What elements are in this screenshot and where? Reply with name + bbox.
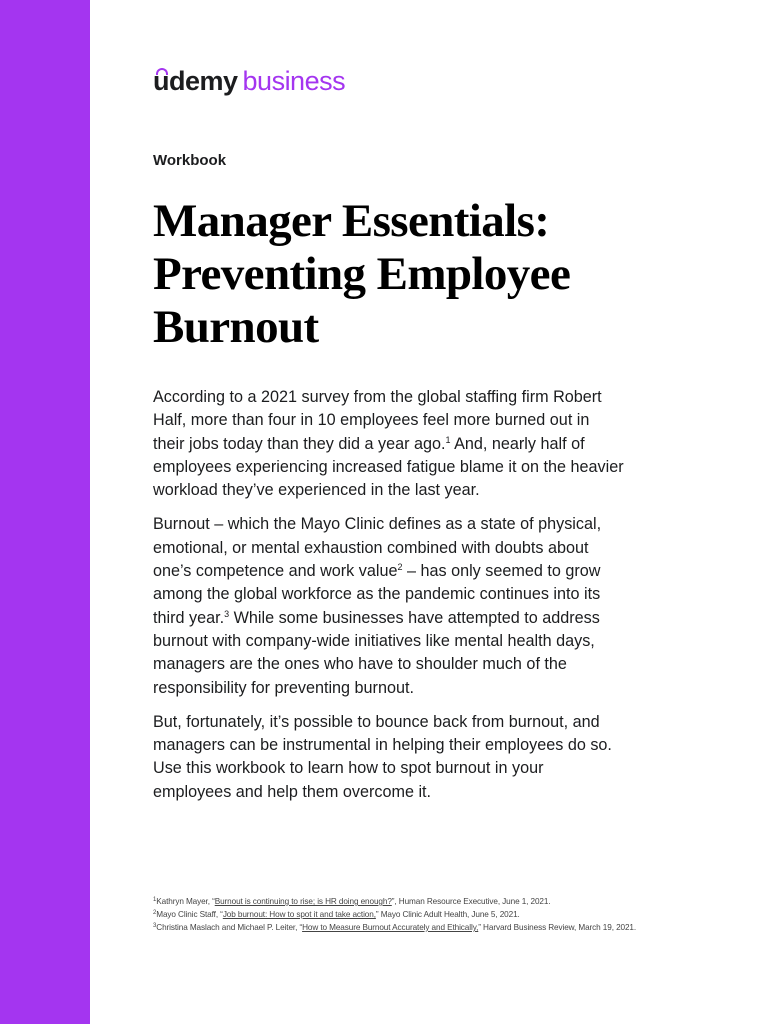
paragraph-1-text-cont: And, nearly half of employees experiencing increased fatigue blame it on the heavier workload they’ve experienced in the last year.: [153, 434, 624, 500]
footnote-source: ” Mayo Clinic Adult Health, June 5, 2021.: [375, 910, 520, 919]
footnote-ref-1: 1: [445, 434, 451, 445]
footnote-link[interactable]: How to Measure Burnout Accurately and Ethically,: [302, 923, 479, 932]
paragraph-1-text: According to a 2021 survey from the global staffing firm Robert Half, more than four in 10 employees feel more burned out in their jobs today than they did a year ago.: [153, 388, 602, 453]
logo-product-text: business: [242, 66, 346, 96]
footnote-2: [153, 908, 673, 921]
footnote-author: Mayo Clinic Staff, “: [156, 910, 223, 919]
footnote-number: 3: [153, 923, 157, 929]
footnote-1: [153, 895, 673, 908]
paragraph-2: [153, 513, 625, 699]
accent-sidebar: [0, 0, 90, 1024]
footnote-number: 2: [153, 910, 157, 916]
udemy-business-logo: [153, 66, 345, 97]
body-text: [153, 386, 625, 815]
footnote-number: 1: [153, 897, 157, 903]
footnote-link[interactable]: Burnout is continuing to rise; is HR doing enough?: [214, 897, 392, 906]
logo-wordmark: [153, 66, 238, 97]
footnotes: [153, 895, 673, 934]
document-type-label: Workbook: [153, 152, 227, 169]
footnote-author: Kathryn Mayer, “: [156, 897, 215, 906]
footnote-3: [153, 921, 673, 934]
footnote-source: ” Harvard Business Review, March 19, 2021.: [478, 923, 637, 932]
paragraph-3-text: But, fortunately, it’s possible to bounce back from burnout, and managers can be instrumental in helping their employees do so. Use this workbook to learn how to spot burnout in your employees and help them overcome it.: [153, 712, 612, 801]
footnote-author: Christina Maslach and Michael P. Leiter, “: [156, 923, 303, 932]
paragraph-2-text-end: While some businesses have attempted to address burnout with company-wide initiatives like mental health days, managers are the ones who have to shoulder much of the responsibility for preventing burnout.: [153, 608, 600, 697]
footnote-source: ”, Human Resource Executive, June 1, 2021.: [391, 897, 551, 906]
paragraph-2-text: Burnout – which the Mayo Clinic defines as a state of physical, emotional, or mental exhaustion combined with doubts about one’s competence and work value: [153, 515, 602, 581]
paragraph-3: [153, 711, 625, 804]
footnote-link[interactable]: Job burnout: How to spot it and take action,: [222, 910, 376, 919]
logo-brand-text: udemy: [153, 66, 238, 96]
paragraph-1: [153, 386, 625, 502]
page-title: Manager Essentials: Preventing Employee Burnout: [153, 195, 571, 353]
footnote-ref-3: 3: [224, 608, 230, 619]
logo-cap-mark: [156, 68, 168, 75]
paragraph-2-text-cont: – has only seemed to grow among the global workforce as the pandemic continues into its third year.: [153, 562, 601, 627]
footnote-ref-2: 2: [397, 562, 403, 573]
